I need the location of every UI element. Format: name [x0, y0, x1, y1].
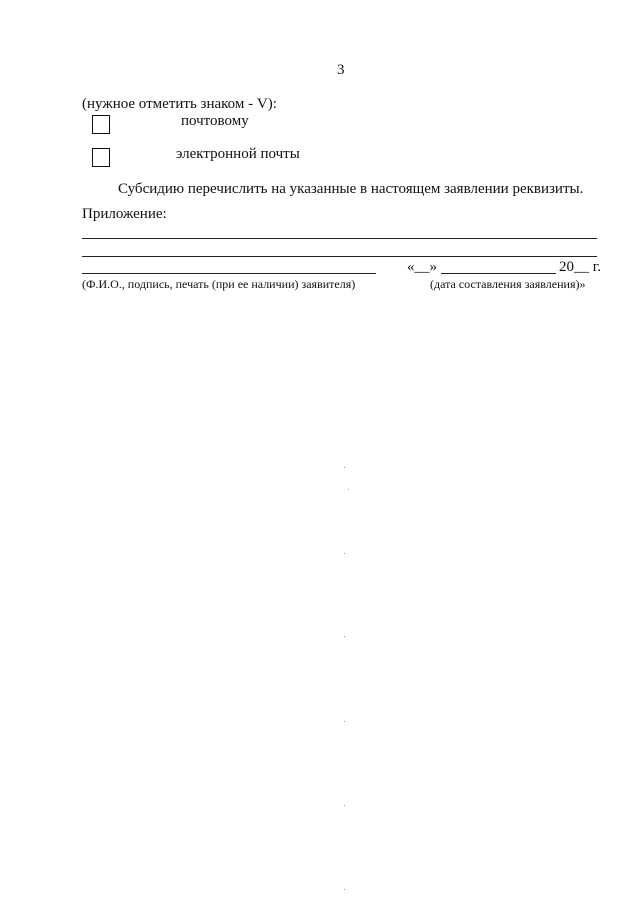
option-email-label: электронной почты — [176, 146, 300, 162]
date-caption: (дата составления заявления)» — [430, 277, 586, 291]
checkbox-postal[interactable] — [92, 115, 110, 134]
date-month-line — [441, 273, 556, 274]
date-year: 20__ г. — [559, 259, 601, 275]
instruction-text: (нужное отметить знаком - V): — [82, 96, 277, 112]
signature-line — [82, 273, 376, 274]
scan-speck — [344, 721, 345, 722]
scan-speck — [344, 889, 345, 890]
date-day: «__» — [407, 259, 437, 275]
scan-speck — [344, 553, 345, 554]
scan-speck — [344, 805, 345, 806]
signature-caption: (Ф.И.О., подпись, печать (при ее наличии) заявителя) — [82, 277, 356, 291]
page-number: 3 — [337, 62, 345, 78]
option-postal-label: почтовому — [181, 113, 249, 129]
scan-speck — [344, 636, 345, 637]
scan-speck — [344, 467, 345, 468]
checkbox-email[interactable] — [92, 148, 110, 167]
attachment-line-2 — [82, 256, 597, 257]
attachment-line-1 — [82, 238, 597, 239]
attachment-label: Приложение: — [82, 206, 167, 222]
scan-speck — [348, 489, 349, 490]
subsidy-statement: Субсидию перечислить на указанные в настоящем заявлении реквизиты. — [118, 181, 584, 197]
